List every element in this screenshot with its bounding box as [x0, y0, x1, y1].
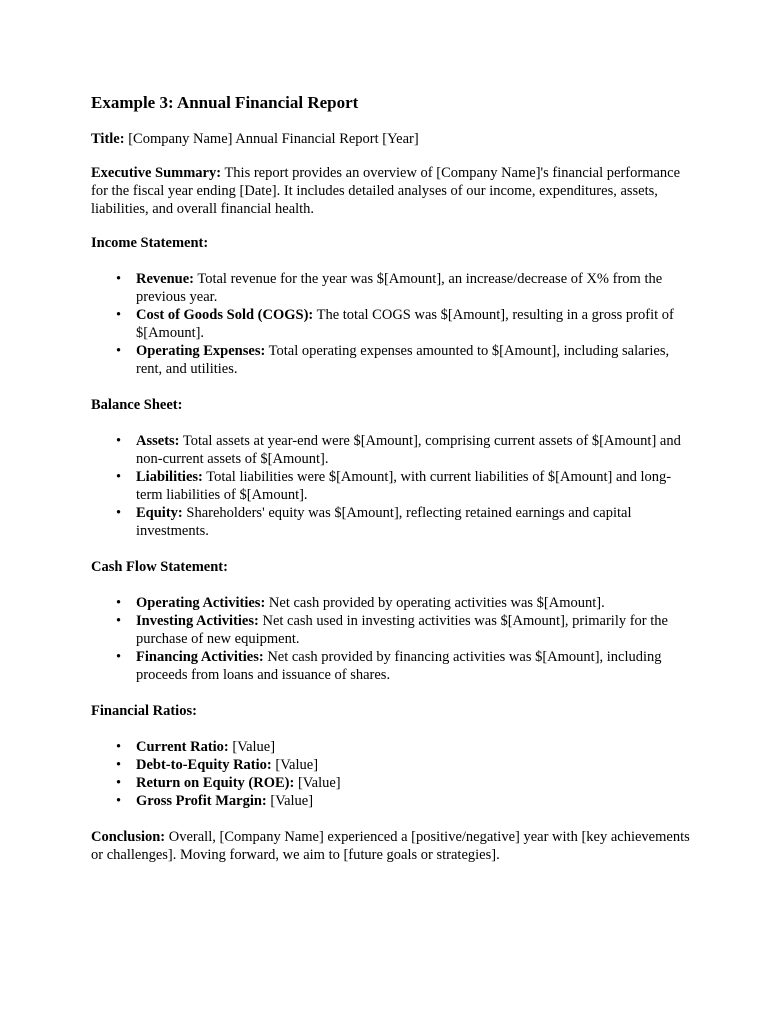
- list-item: [91, 504, 691, 540]
- bullet-icon: •: [116, 343, 122, 359]
- bullet-icon: •: [116, 595, 122, 611]
- list-item: [91, 756, 691, 774]
- item-label: Operating Expenses:: [136, 343, 266, 359]
- item-label: Cost of Goods Sold (COGS):: [136, 307, 314, 323]
- income-statement-heading: Income Statement:: [91, 235, 209, 251]
- list-item: [91, 612, 691, 648]
- financial-ratios-list: [91, 738, 691, 810]
- item-label: Investing Activities:: [136, 613, 259, 629]
- bullet-icon: •: [116, 649, 122, 665]
- list-item: [91, 792, 691, 810]
- item-text: Net cash provided by operating activities was $[Amount].: [265, 595, 605, 611]
- list-item: [91, 648, 691, 684]
- item-text: [Value]: [271, 757, 319, 773]
- executive-summary-label: Executive Summary:: [91, 165, 222, 181]
- income-statement-list: [91, 270, 691, 378]
- item-label: Assets:: [136, 433, 180, 449]
- item-label: Return on Equity (ROE):: [136, 775, 295, 791]
- bullet-icon: •: [116, 433, 122, 449]
- bullet-icon: •: [116, 271, 122, 287]
- document-title: Example 3: Annual Financial Report: [91, 93, 359, 112]
- item-label: Liabilities:: [136, 469, 203, 485]
- balance-sheet-list: [91, 432, 691, 540]
- title-paragraph: [91, 130, 691, 148]
- title-label: Title:: [91, 131, 125, 147]
- balance-sheet-heading: Balance Sheet:: [91, 397, 183, 413]
- bullet-icon: •: [116, 775, 122, 791]
- item-text: [Value]: [228, 739, 276, 755]
- list-item: [91, 432, 691, 468]
- executive-summary-text: This report provides an overview of [Company Name]'s financial performance for the fiscal year ending [Date]. It includes detailed analyses of our income, expenditures, assets, liabilities, and overall financial health.: [91, 165, 681, 217]
- item-text: The total COGS was $[Amount], resulting in a gross profit of $[Amount].: [136, 307, 674, 341]
- conclusion-text: Overall, [Company Name] experienced a [positive/negative] year with [key achievements or challenges]. Moving forward, we aim to [future goals or strategies].: [91, 829, 690, 863]
- bullet-icon: •: [116, 739, 122, 755]
- item-text: Net cash provided by financing activities was $[Amount], including proceeds from loans and issuance of shares.: [136, 649, 662, 683]
- list-item: [91, 468, 691, 504]
- item-text: Shareholders' equity was $[Amount], reflecting retained earnings and capital investments.: [136, 505, 632, 539]
- list-item: [91, 774, 691, 792]
- cash-flow-list: [91, 594, 691, 684]
- list-item: [91, 738, 691, 756]
- executive-summary-paragraph: [91, 164, 691, 218]
- bullet-icon: •: [116, 613, 122, 629]
- bullet-icon: •: [116, 757, 122, 773]
- cash-flow-heading: Cash Flow Statement:: [91, 559, 228, 575]
- item-label: Debt-to-Equity Ratio:: [136, 757, 272, 773]
- document-page: [91, 92, 691, 880]
- item-text: Total liabilities were $[Amount], with current liabilities of $[Amount] and long-term liabilities of $[Amount].: [136, 469, 672, 503]
- item-label: Current Ratio:: [136, 739, 229, 755]
- item-label: Gross Profit Margin:: [136, 793, 267, 809]
- list-item: [91, 594, 691, 612]
- conclusion-label: Conclusion:: [91, 829, 166, 845]
- bullet-icon: •: [116, 793, 122, 809]
- financial-ratios-heading: Financial Ratios:: [91, 703, 197, 719]
- item-label: Financing Activities:: [136, 649, 264, 665]
- item-text: Total assets at year-end were $[Amount], comprising current assets of $[Amount] and non-current assets of $[Amount].: [136, 433, 681, 467]
- bullet-icon: •: [116, 469, 122, 485]
- item-text: [Value]: [266, 793, 314, 809]
- item-label: Equity:: [136, 505, 183, 521]
- item-text: [Value]: [294, 775, 341, 791]
- item-text: Total operating expenses amounted to $[Amount], including salaries, rent, and utilities.: [136, 343, 670, 377]
- bullet-icon: •: [116, 307, 122, 323]
- title-text: [Company Name] Annual Financial Report [Year]: [124, 131, 419, 147]
- list-item: [91, 342, 691, 378]
- list-item: [91, 270, 691, 306]
- conclusion-paragraph: [91, 828, 691, 864]
- bullet-icon: •: [116, 505, 122, 521]
- item-label: Revenue:: [136, 271, 194, 287]
- list-item: [91, 306, 691, 342]
- item-label: Operating Activities:: [136, 595, 266, 611]
- item-text: Total revenue for the year was $[Amount], an increase/decrease of X% from the previous year.: [136, 271, 663, 305]
- item-text: Net cash used in investing activities was $[Amount], primarily for the purchase of new equipment.: [136, 613, 668, 647]
